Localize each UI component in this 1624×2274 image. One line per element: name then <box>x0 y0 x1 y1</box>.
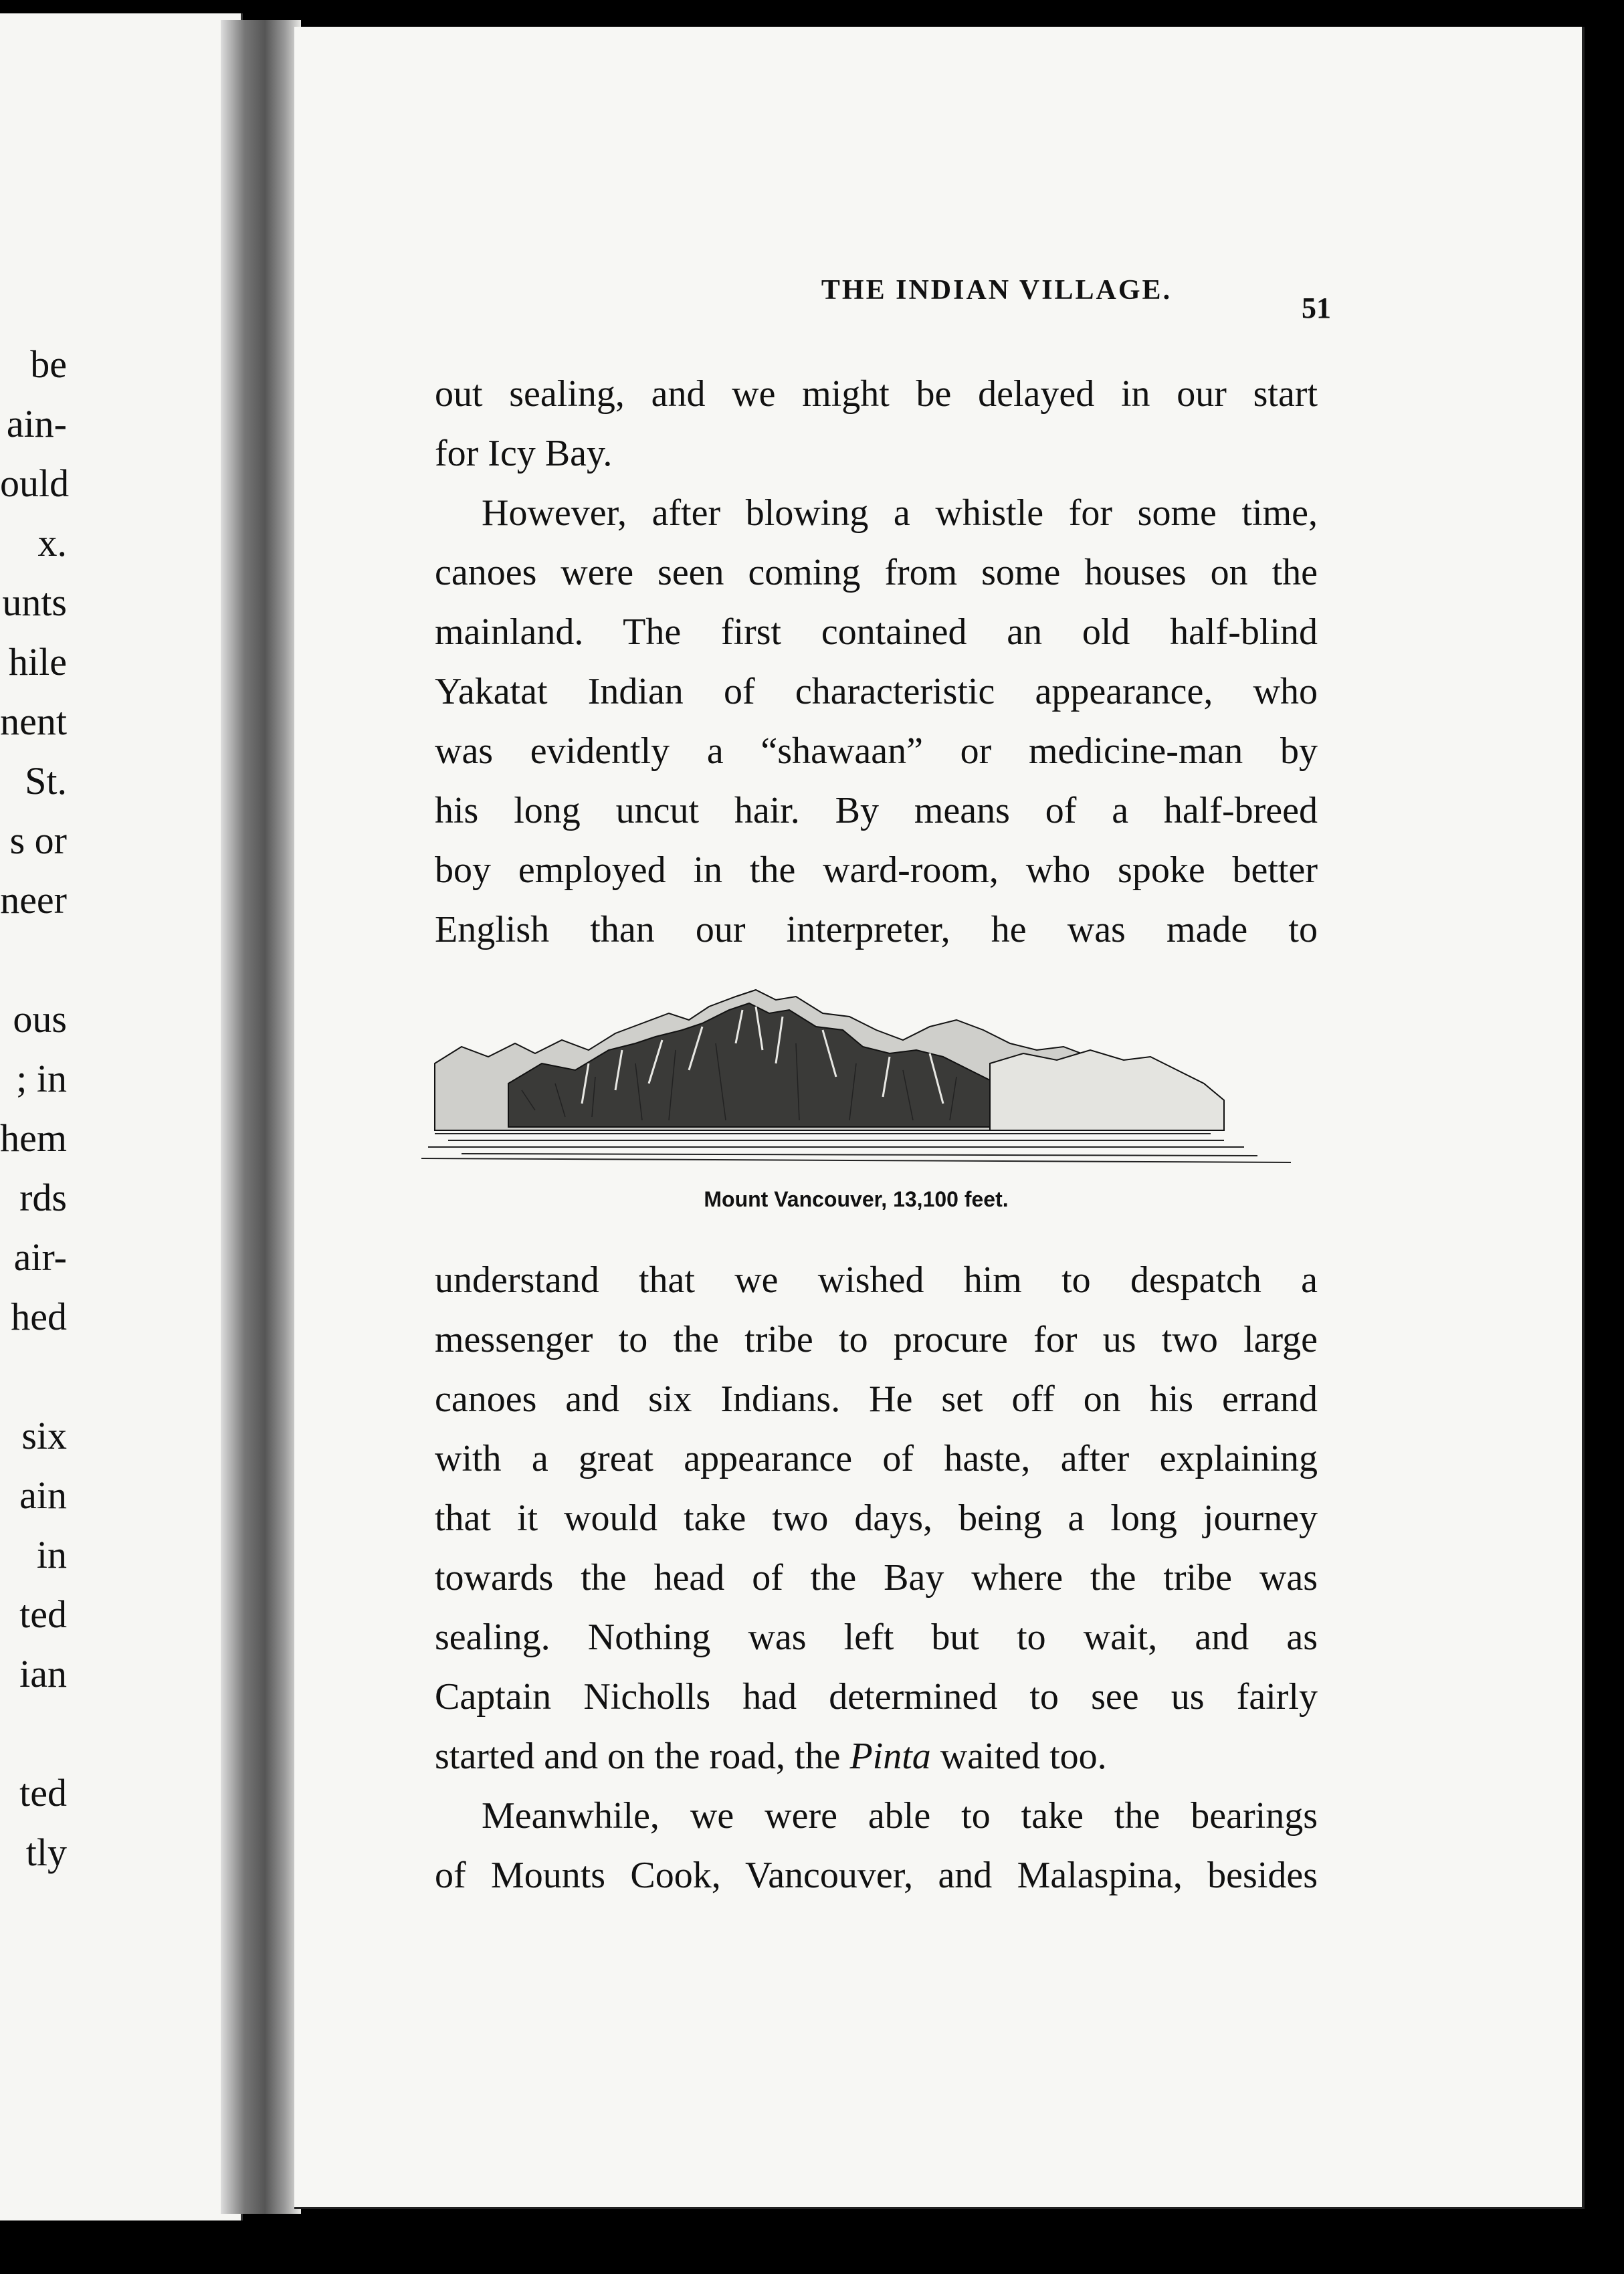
text-line: mainland. The first contained an old half-blind <box>435 611 1318 653</box>
fragment-line: tly <box>25 1831 67 1874</box>
fragment-line: ted <box>19 1771 67 1815</box>
text-line: that it would take two days, being a long journey <box>435 1497 1318 1539</box>
text-line: sealing. Nothing was left but to wait, and as <box>435 1617 1318 1658</box>
text-line <box>435 1727 1318 1786</box>
fragment-gap <box>0 930 67 989</box>
text-line: out sealing, and we might be delayed in our start <box>435 373 1318 415</box>
text-line: Captain Nicholls had determined to see us fairly <box>435 1676 1318 1718</box>
text-line: his long uncut hair. By means of a half-breed <box>435 790 1318 831</box>
fragment-line: x. <box>37 521 67 564</box>
text-line: towards the head of the Bay where the tribe was <box>435 1557 1318 1598</box>
text-line: of Mounts Cook, Vancouver, and Malaspina, besides <box>435 1855 1318 1896</box>
fragment-line: nent <box>0 700 67 743</box>
paragraph-block-top <box>435 365 1318 960</box>
fragment-line: be <box>30 342 67 386</box>
fragment-line: ain- <box>6 402 67 445</box>
text-line: canoes were seen coming from some houses on the <box>435 552 1318 593</box>
fragment-line: hed <box>11 1295 67 1338</box>
text-line: understand that we wished him to despatch a <box>435 1259 1318 1301</box>
text-line: with a great appearance of haste, after explaining <box>435 1438 1318 1479</box>
book-gutter-shadow <box>221 20 301 2214</box>
fragment-line: ould <box>0 461 70 505</box>
fragment-line: hile <box>9 640 67 684</box>
text-line: Meanwhile, we were able to take the bearings <box>482 1795 1318 1837</box>
book-page <box>294 27 1585 2209</box>
text-line: canoes and six Indians. He set off on his errand <box>435 1378 1318 1420</box>
text-line: Yakatat Indian of characteristic appearance, who <box>435 671 1318 712</box>
text-line: English than our interpreter, he was made to <box>435 909 1318 950</box>
running-head: THE INDIAN VILLAGE. <box>821 275 1173 306</box>
text-run: waited too. <box>930 1736 1107 1777</box>
paragraph-block-bottom <box>435 1251 1318 1905</box>
fragment-line: ian <box>19 1652 67 1695</box>
text-line: was evidently a “shawaan” or medicine-man by <box>435 730 1318 772</box>
fragment-line: unts <box>2 581 67 624</box>
fragment-line: in <box>36 1533 67 1576</box>
scan-top-edge <box>294 0 1624 27</box>
facing-page <box>0 13 243 2220</box>
facing-page-text-fragments <box>0 334 70 1882</box>
fragment-line: ; in <box>16 1057 67 1100</box>
text-line: for Icy Bay. <box>435 433 613 474</box>
fragment-line: ain <box>19 1473 67 1517</box>
mountain-range-engraving <box>421 983 1291 1170</box>
text-line: However, after blowing a whistle for some time, <box>482 492 1318 534</box>
fragment-line: ous <box>13 997 67 1041</box>
text-line: messenger to the tribe to procure for us two large <box>435 1319 1318 1360</box>
fragment-line: St. <box>25 759 67 803</box>
fragment-gap <box>0 1346 67 1406</box>
fragment-gap <box>0 1703 67 1763</box>
fragment-line: ted <box>19 1592 67 1636</box>
text-run: started and on the road, the <box>435 1736 850 1777</box>
fragment-line: six <box>21 1414 67 1457</box>
fragment-line: s or <box>9 819 67 862</box>
ship-name: Pinta <box>849 1736 931 1777</box>
fragment-line: hem <box>0 1116 67 1160</box>
page-number: 51 <box>1302 292 1331 324</box>
fragment-line: rds <box>19 1176 67 1219</box>
text-line: boy employed in the ward-room, who spoke better <box>435 849 1318 891</box>
figure-caption: Mount Vancouver, 13,100 feet. <box>704 1187 1009 1211</box>
fragment-line: air- <box>13 1235 67 1279</box>
fragment-line: neer <box>0 878 67 922</box>
